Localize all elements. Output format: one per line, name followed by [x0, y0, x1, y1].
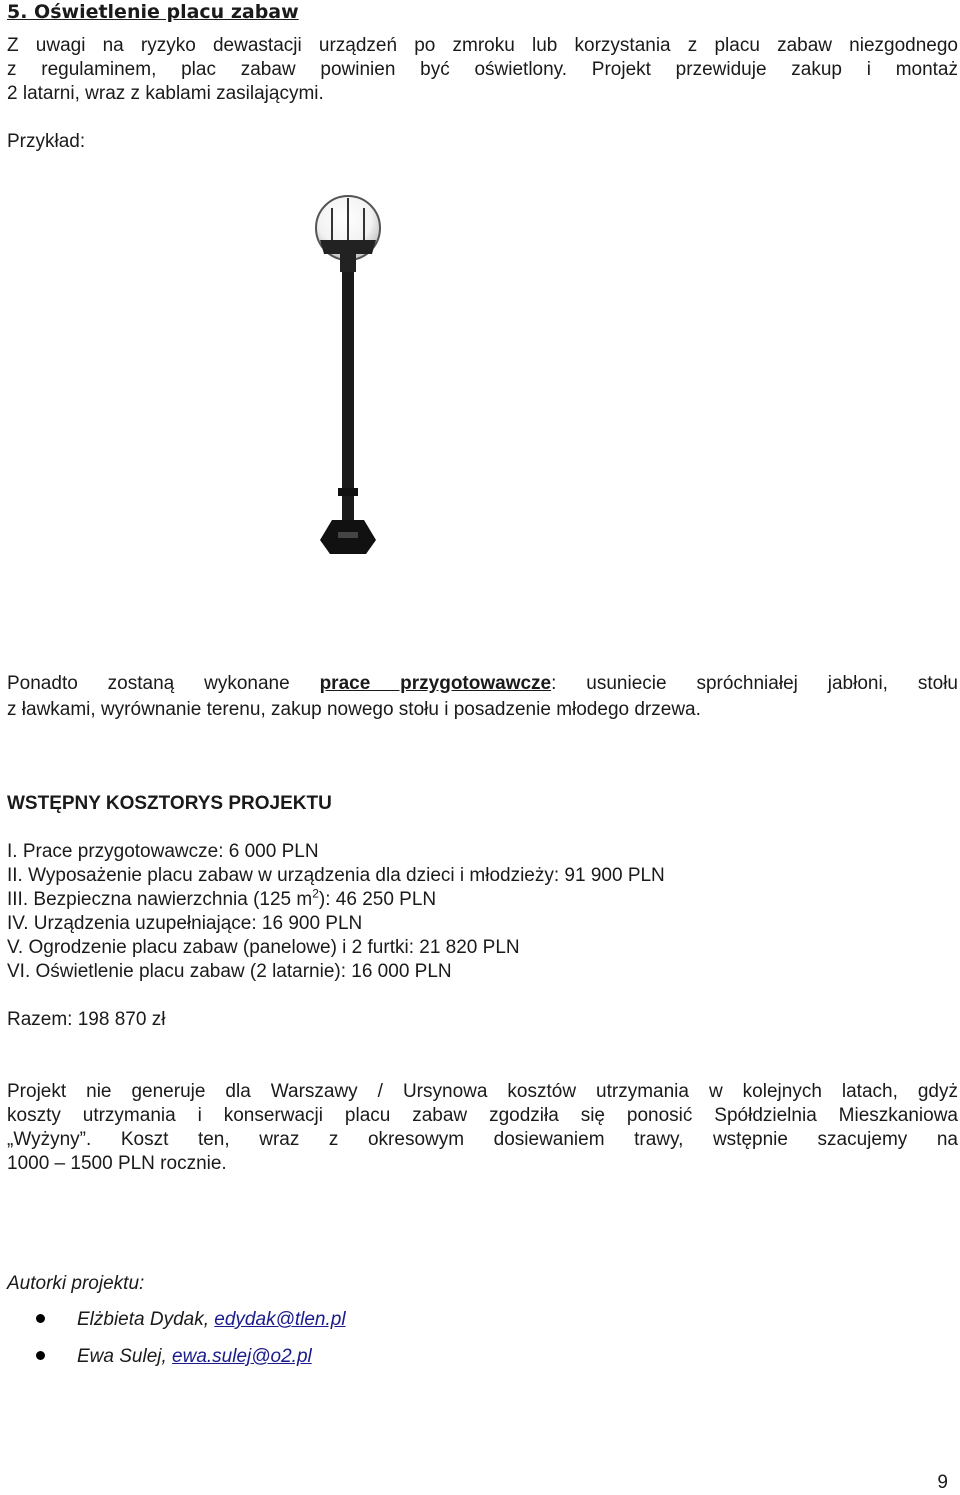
intro-line-1: Z uwagi na ryzyko dewastacji urządzeń po zmroku lub korzystania z placu zabaw niezgodnego: [7, 35, 958, 56]
authors-label: Autorki projektu:: [7, 1273, 145, 1294]
intro-line-3: 2 latarni, wraz z kablami zasilającymi.: [7, 83, 324, 104]
author-item-2: Ewa Sulej, ewa.sulej@o2.pl: [77, 1346, 312, 1367]
estimate-total: Razem: 198 870 zł: [7, 1009, 166, 1030]
bullet-icon: [36, 1351, 45, 1360]
estimate-item-1: I. Prace przygotowawcze: 6 000 PLN: [7, 841, 319, 862]
maintenance-line-1: Projekt nie generuje dla Warszawy / Ursynowa kosztów utrzymania w kolejnych latach, gdyż: [7, 1081, 958, 1102]
section-title: 5. Oświetlenie placu zabaw: [7, 1, 299, 23]
estimate-item-5: V. Ogrodzenie placu zabaw (panelowe) i 2 furtki: 21 820 PLN: [7, 937, 520, 958]
prep-line-2: z ławkami, wyrównanie terenu, zakup nowego stołu i posadzenie młodego drzewa.: [7, 699, 701, 720]
prep-highlight: prace przygotowawcze: [319, 673, 552, 694]
street-lamp-icon: [310, 188, 540, 560]
maintenance-line-3: „Wyżyny”. Koszt ten, wraz z okresowym dosiewaniem trawy, wstępnie szacujemy na: [7, 1129, 958, 1150]
estimate-item-6: VI. Oświetlenie placu zabaw (2 latarnie): 16 000 PLN: [7, 961, 452, 982]
example-label: Przykład:: [7, 131, 86, 152]
author-email-link-2[interactable]: ewa.sulej@o2.pl: [172, 1346, 312, 1367]
estimate-item-4: IV. Urządzenia uzupełniające: 16 900 PLN: [7, 913, 363, 934]
intro-line-2: z regulaminem, plac zabaw powinien być oświetlony. Projekt przewiduje zakup i montaż: [7, 59, 958, 80]
prep-line-1: Ponadto zostaną wykonane prace przygotowawcze: usuniecie spróchniałej jabłoni, stołu: [7, 673, 958, 694]
maintenance-line-4: 1000 – 1500 PLN rocznie.: [7, 1153, 227, 1174]
page-number: 9: [937, 1472, 948, 1493]
estimate-item-2: II. Wyposażenie placu zabaw w urządzenia dla dzieci i młodzieży: 91 900 PLN: [7, 865, 665, 886]
author-email-link-1[interactable]: edydak@tlen.pl: [214, 1309, 346, 1330]
maintenance-line-2: koszty utrzymania i konserwacji placu zabaw zgodziła się ponosić Spółdzielnia Mieszkaniowa: [7, 1105, 958, 1126]
estimate-item-3: III. Bezpieczna nawierzchnia (125 $m^2$): 46 250 PLN: [7, 886, 437, 910]
bullet-icon: [36, 1314, 45, 1323]
author-item-1: Elżbieta Dydak, edydak@tlen.pl: [77, 1309, 346, 1330]
estimate-heading: WSTĘPNY KOSZTORYS PROJEKTU: [7, 793, 332, 814]
